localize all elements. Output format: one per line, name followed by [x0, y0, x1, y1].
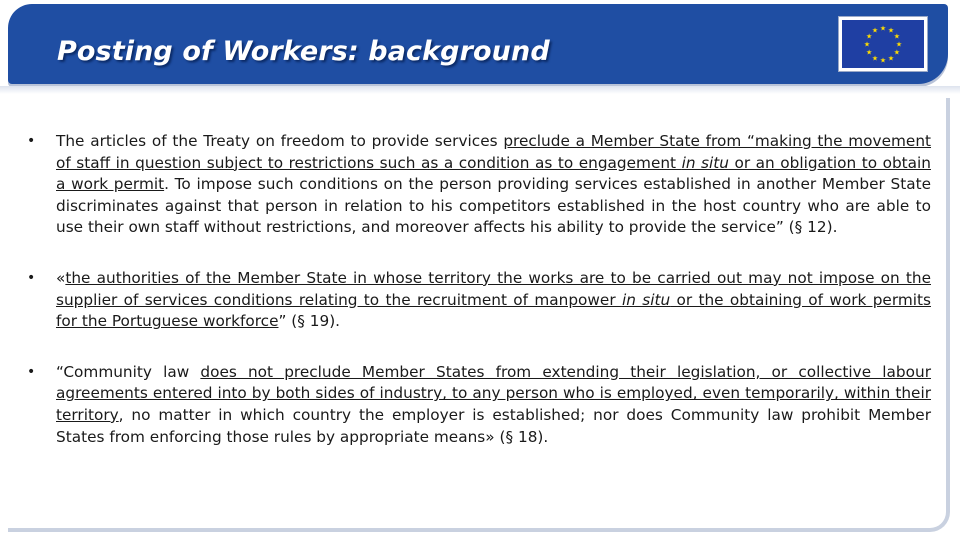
bullet-marker: •	[27, 269, 36, 286]
bullet-list	[27, 131, 931, 448]
logo	[838, 16, 928, 72]
bullet-marker: •	[27, 133, 36, 149]
eu-star-icon: ★	[879, 24, 887, 33]
eu-star-icon: ★	[887, 54, 895, 63]
eu-star-icon: ★	[895, 40, 903, 49]
bullet-item	[27, 268, 931, 333]
eu-star-icon: ★	[865, 32, 873, 41]
bullet-text: The articles of the Treaty on freedom to provide services preclude a Member State from “making the movement of staff in question subject to restrictions such as a condition as to engagement in situ or an obligation to obtain a work permit. To impose such conditions on the person providing services established in another Member State discriminates against that person in relation to his competitors established in the host country who are able to use their own staff without restrictions, and moreover affects his ability to provide the service” (§ 12).	[56, 132, 932, 237]
bullet-text: “Community law does not preclude Member States from extending their legislation, or collective labour agreements entered into by both sides of industry, to any person who is employed, even temporarily, within their territory, no matter in which country the employer is established; nor does Community law prohibit Member States from enforcing those rules by appropriate means» (§ 18).	[56, 362, 931, 446]
bullet-item	[27, 362, 931, 448]
eu-flag-icon	[842, 20, 924, 68]
slide-title: Posting of Workers: background	[57, 36, 550, 67]
bullet-item	[27, 131, 931, 239]
bullet-text: «the authorities of the Member State in whose territory the works are to be carried out may not impose on the supplier of services conditions relating to the recruitment of manpower in situ or the obtaining of work permits for the Portuguese workforce” (§ 19).	[56, 268, 931, 331]
eu-star-icon: ★	[887, 26, 895, 35]
eu-star-icon: ★	[863, 40, 871, 49]
eu-star-icon: ★	[879, 56, 887, 65]
title-bar-shadow	[0, 86, 960, 94]
eu-star-icon: ★	[893, 32, 901, 41]
eu-star-icon: ★	[893, 48, 901, 57]
eu-star-icon: ★	[871, 54, 879, 63]
eu-star-icon: ★	[871, 26, 879, 35]
eu-flag-stars	[842, 20, 924, 68]
eu-star-icon: ★	[865, 48, 873, 57]
bullet-marker: •	[27, 363, 36, 380]
